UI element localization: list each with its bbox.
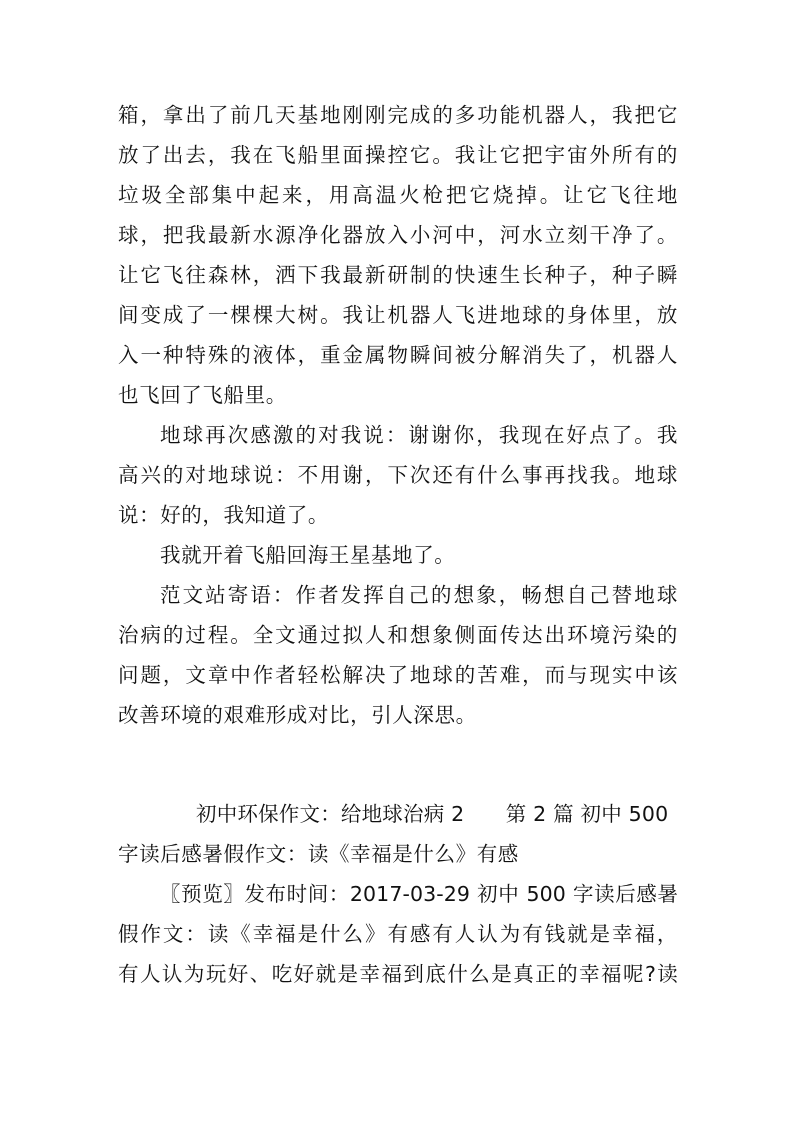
- body-text-line: 让它飞往森林，洒下我最新研制的快速生长种子，种子瞬: [118, 263, 678, 287]
- body-text-line: 间变成了一棵棵大树。我让机器人飞进地球的身体里，放: [118, 303, 678, 327]
- body-text-line: 高兴的对地球说：不用谢，下次还有什么事再找我。地球: [118, 463, 678, 487]
- body-text-line: 改善环境的艰难形成对比，引人深思。: [118, 703, 477, 727]
- body-text-line: 球，把我最新水源净化器放入小河中，河水立刻干净了。: [118, 223, 678, 247]
- body-text-line: 入一种特殊的液体，重金属物瞬间被分解消失了，机器人: [118, 343, 678, 367]
- body-text-line: 有人认为玩好、吃好就是幸福到底什么是真正的幸福呢?读: [118, 962, 678, 986]
- body-text-line: 说：好的，我知道了。: [118, 503, 329, 527]
- paragraph-first-line: 我就开着飞船回海王星基地了。: [160, 543, 456, 567]
- paragraph-first-line: 〖预览〗发布时间：2017-03-29 初中 500 字读后感暑: [160, 882, 678, 906]
- body-text-line: 问题，文章中作者轻松解决了地球的苦难，而与现实中该: [118, 663, 678, 687]
- body-text-line: 放了出去，我在飞船里面操控它。我让它把宇宙外所有的: [118, 143, 678, 167]
- body-text-line: 垃圾全部集中起来，用高温火枪把它烧掉。让它飞往地: [118, 183, 678, 207]
- article-heading-line: 字读后感暑假作文：读《幸福是什么》有感: [118, 842, 519, 866]
- body-text-line: 假作文：读《幸福是什么》有感有人认为有钱就是幸福，: [118, 922, 678, 946]
- article-heading-line: 初中环保作文：给地球治病 2 第 2 篇 初中 500: [196, 802, 669, 826]
- body-text-line: 治病的过程。全文通过拟人和想象侧面传达出环境污染的: [118, 623, 678, 647]
- body-text-line: 箱，拿出了前几天基地刚刚完成的多功能机器人，我把它: [118, 103, 678, 127]
- paragraph-first-line: 范文站寄语：作者发挥自己的想象，畅想自己替地球: [160, 583, 678, 607]
- body-text-line: 也飞回了飞船里。: [118, 383, 287, 407]
- paragraph-first-line: 地球再次感激的对我说：谢谢你，我现在好点了。我: [160, 423, 678, 447]
